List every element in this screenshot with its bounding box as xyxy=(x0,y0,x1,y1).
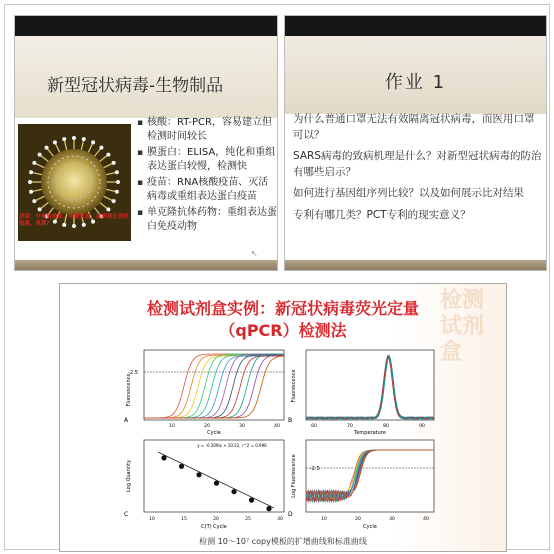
panel-letter: B xyxy=(288,417,293,424)
list-item: 如何进行基因组序列比较？以及如何展示比对结果 xyxy=(293,187,524,199)
regression-equation: y = -0.309lx + 10.22, r^2 = 0.996 xyxy=(197,443,267,448)
slide-bottom-bar xyxy=(15,260,277,270)
standard-point xyxy=(266,506,271,511)
tick-label: 20 xyxy=(204,424,210,429)
tick-label: 70 xyxy=(347,424,353,429)
list-item: ▪ 膜蛋白：ELISA，纯化和重组表达蛋白较慢，检测快 xyxy=(137,147,276,172)
virus-spike-tip xyxy=(53,140,57,144)
slide-homework xyxy=(284,15,547,271)
tick-label: 40 xyxy=(423,517,429,522)
panel-letter: A xyxy=(124,417,129,424)
panel-letter: C xyxy=(124,511,129,518)
tick-label: 10 xyxy=(149,517,155,522)
virus-spike-tip xyxy=(115,170,119,174)
list-item: 专利有哪几类？PCT专利的现实意义？ xyxy=(293,208,471,221)
virus-spike-tip xyxy=(99,146,103,150)
bullet-icon: ▪ xyxy=(137,178,144,188)
tick-label: 40 xyxy=(274,424,280,429)
virus-spike-tip xyxy=(72,136,76,140)
tick-label: 10 xyxy=(321,517,327,522)
panel-b-melting-curve xyxy=(288,346,440,438)
tick-label: 30 xyxy=(239,424,245,429)
figure-caption: 检测 10～10⁷ copy模板的扩增曲线和标准曲线 xyxy=(199,537,367,546)
list-item: ▪ 核酸：RT-PCR，容易建立但检测时间较长 xyxy=(137,117,272,142)
list-item: 为什么普通口罩无法有效隔离冠状病毒，而医用口罩可以？ xyxy=(293,113,535,141)
tick-label: 15 xyxy=(181,517,187,522)
tick-label: 10 xyxy=(169,424,175,429)
virus-spike-tip xyxy=(45,146,49,150)
virus-spike-tip xyxy=(112,161,116,165)
tick-label: 20 xyxy=(355,517,361,522)
tick-label: 20 xyxy=(213,517,219,522)
standard-point xyxy=(179,464,184,469)
virus-spike-tip xyxy=(38,153,42,157)
virus-spike-tip xyxy=(29,170,33,174)
panel-c-standard-curve xyxy=(122,436,292,532)
bullet-icon: ▪ xyxy=(137,208,144,218)
virus-spike-tip xyxy=(62,137,66,141)
bullet-icon: ▪ xyxy=(137,148,144,158)
virus-spike-tip xyxy=(106,153,110,157)
virus-spike-tip xyxy=(106,207,110,211)
axis-label: Log Fluorescence xyxy=(291,454,297,498)
panel-d-log-amplification xyxy=(288,436,440,532)
virus-spike-tip xyxy=(115,190,119,194)
tick-label: 60 xyxy=(311,424,317,429)
axis-label: Fluorescence xyxy=(291,369,297,403)
threshold-label: -2.5 xyxy=(128,370,138,376)
tick-label: 30 xyxy=(389,517,395,522)
slide-top-bar xyxy=(285,16,546,36)
virus-spike-tip xyxy=(29,190,33,194)
collage-frame xyxy=(4,4,550,550)
list-item: SARS病毒的致病机理是什么？对新型冠状病毒的防治有哪些启示？ xyxy=(293,150,542,178)
panel-a-amplification-curves xyxy=(122,346,292,438)
virus-spike-tip xyxy=(38,207,42,211)
virus-spike-tip xyxy=(28,180,32,184)
slide-title: 作业 1 xyxy=(384,72,447,93)
axis-label: Cycle xyxy=(207,430,221,436)
slide-top-bar xyxy=(15,16,277,36)
slide-qpcr-kit xyxy=(59,283,507,552)
axis-label: Cycle xyxy=(363,524,377,530)
standard-point xyxy=(231,489,236,494)
mouse-cursor-icon: ↖ xyxy=(251,249,258,258)
bullet-icon: ▪ xyxy=(137,118,144,128)
virus-spike-tip xyxy=(112,199,116,203)
tick-label: 30 xyxy=(277,517,283,522)
virus-spike-tip xyxy=(116,180,120,184)
slide-title: 检测试剂盒实例：新冠状病毒荧光定量 xyxy=(146,299,419,318)
panel-letter: D xyxy=(288,511,293,518)
virus-spike-tip xyxy=(91,140,95,144)
axis-label: Log Quantity xyxy=(126,459,132,493)
tick-label: 80 xyxy=(383,424,389,429)
slide-subtitle: （qPCR）检测法 xyxy=(219,321,347,340)
watermark-logo: 检测 试剂 盒 xyxy=(440,288,485,365)
standard-point xyxy=(196,472,201,477)
standard-point xyxy=(214,481,219,486)
tick-label: 25 xyxy=(245,517,251,522)
threshold-label: -2.5 xyxy=(310,466,320,472)
slide-bottom-bar xyxy=(285,260,546,270)
list-item: ▪ 疫苗：RNA核酸疫苗、灭活病毒或重组表达蛋白疫苗 xyxy=(137,177,269,202)
virus-spike-tip xyxy=(82,137,86,141)
slide-title: 新型冠状病毒-生物制品 xyxy=(47,76,224,96)
image-caption: 质疑：分离致病原，明确来源，抗病毒还是抗细菌，真菌？ xyxy=(19,214,130,227)
axis-label: Fluorescence xyxy=(126,373,132,407)
question-list xyxy=(293,112,543,229)
standard-point xyxy=(249,498,254,503)
standard-point xyxy=(161,455,166,460)
bullet-list xyxy=(137,116,277,236)
slide-biological-products xyxy=(14,15,278,271)
virus-spike-tip xyxy=(32,199,36,203)
tick-label: 90 xyxy=(419,424,425,429)
axis-label: Temperature xyxy=(354,430,386,436)
list-item: ▪ 单克隆抗体药物：重组表达蛋白免疫动物 xyxy=(137,207,277,232)
virus-spike-tip xyxy=(32,161,36,165)
axis-label: C(T) Cycle xyxy=(201,524,227,530)
